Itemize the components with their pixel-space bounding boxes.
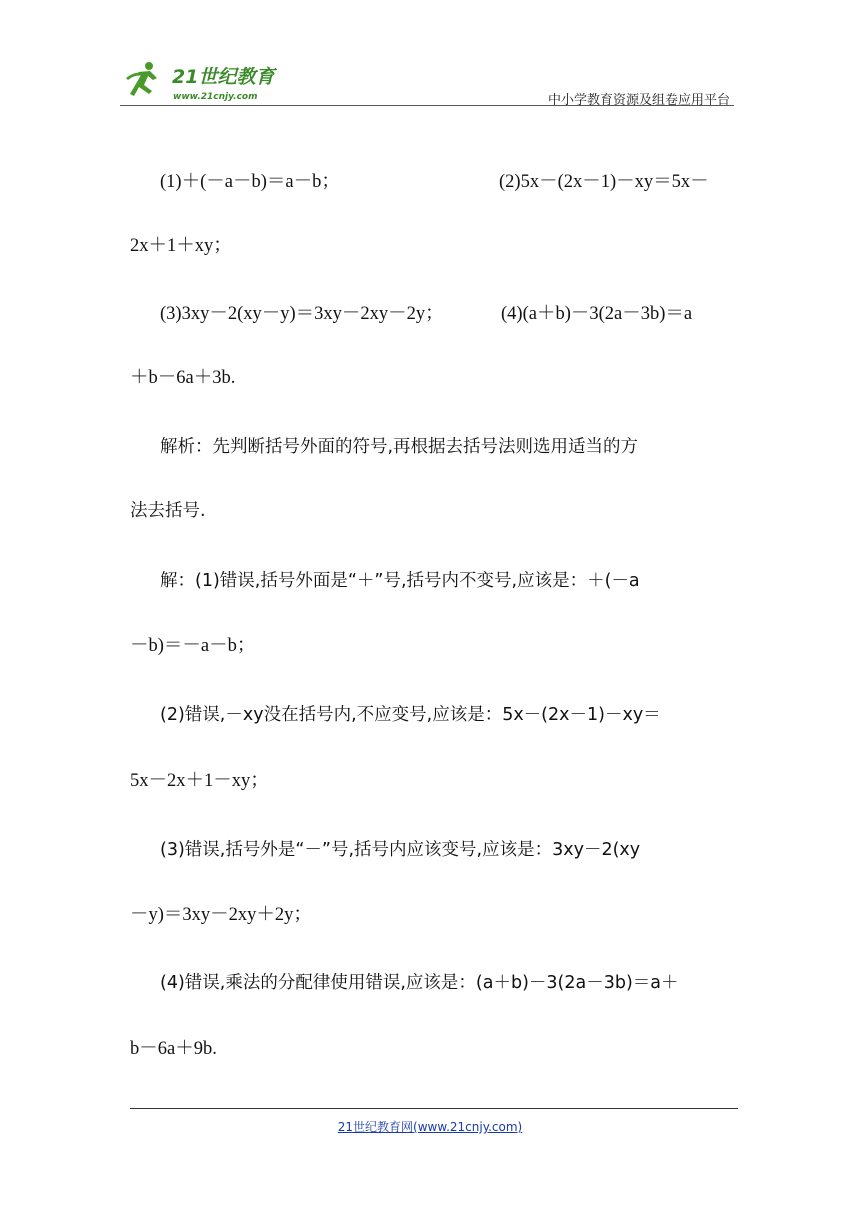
problem-3: (3)3xy－2(xy－y)＝3xy－2xy－2y； — [160, 304, 444, 324]
problem-1: (1)＋(－a－b)＝a－b； — [160, 172, 340, 192]
footer-divider — [130, 1108, 738, 1109]
site-name: 中小学教育资源及组卷应用平台 — [547, 93, 730, 108]
svg-text:21世纪教育: 21世纪教育 — [172, 66, 275, 88]
footer-link[interactable]: 21世纪教育网(www.21cnjy.com) — [337, 1120, 523, 1134]
solution-2-line-1: (2)错误,－xy没在括号内,不应变号,应该是：5x－(2x－1)－xy＝ — [160, 705, 661, 725]
solution-1-line-2: －b)＝－a－b； — [130, 636, 256, 656]
solution-2-line-2: 5x－2x＋1－xy； — [130, 771, 269, 791]
analysis-line-2: 法去括号. — [130, 501, 206, 521]
solution-3-line-1: (3)错误,括号外是“－”号,括号内应该变号,应该是：3xy－2(xy — [160, 840, 641, 860]
problem-2: (2)5x－(2x－1)－xy＝5x－ — [499, 172, 709, 192]
problem-4: (4)(a＋b)－3(2a－3b)＝a — [501, 304, 693, 324]
problem-2-cont: 2x＋1＋xy； — [130, 236, 232, 256]
svg-text:www.21cnjy.com: www.21cnjy.com — [173, 92, 258, 102]
solution-4-line-2: b－6a＋9b. — [130, 1039, 217, 1059]
solution-1-line-1: 解：(1)错误,括号外面是“＋”号,括号内不变号,应该是：＋(－a — [160, 571, 640, 591]
problem-4-cont: ＋b－6a＋3b. — [130, 368, 236, 388]
solution-4-line-1: (4)错误,乘法的分配律使用错误,应该是：(a＋b)－3(2a－3b)＝a＋ — [160, 973, 679, 993]
solution-3-line-2: －y)＝3xy－2xy＋2y； — [130, 905, 312, 925]
analysis-line-1: 解析：先判断括号外面的符号,再根据去括号法则选用适当的方 — [160, 437, 639, 457]
